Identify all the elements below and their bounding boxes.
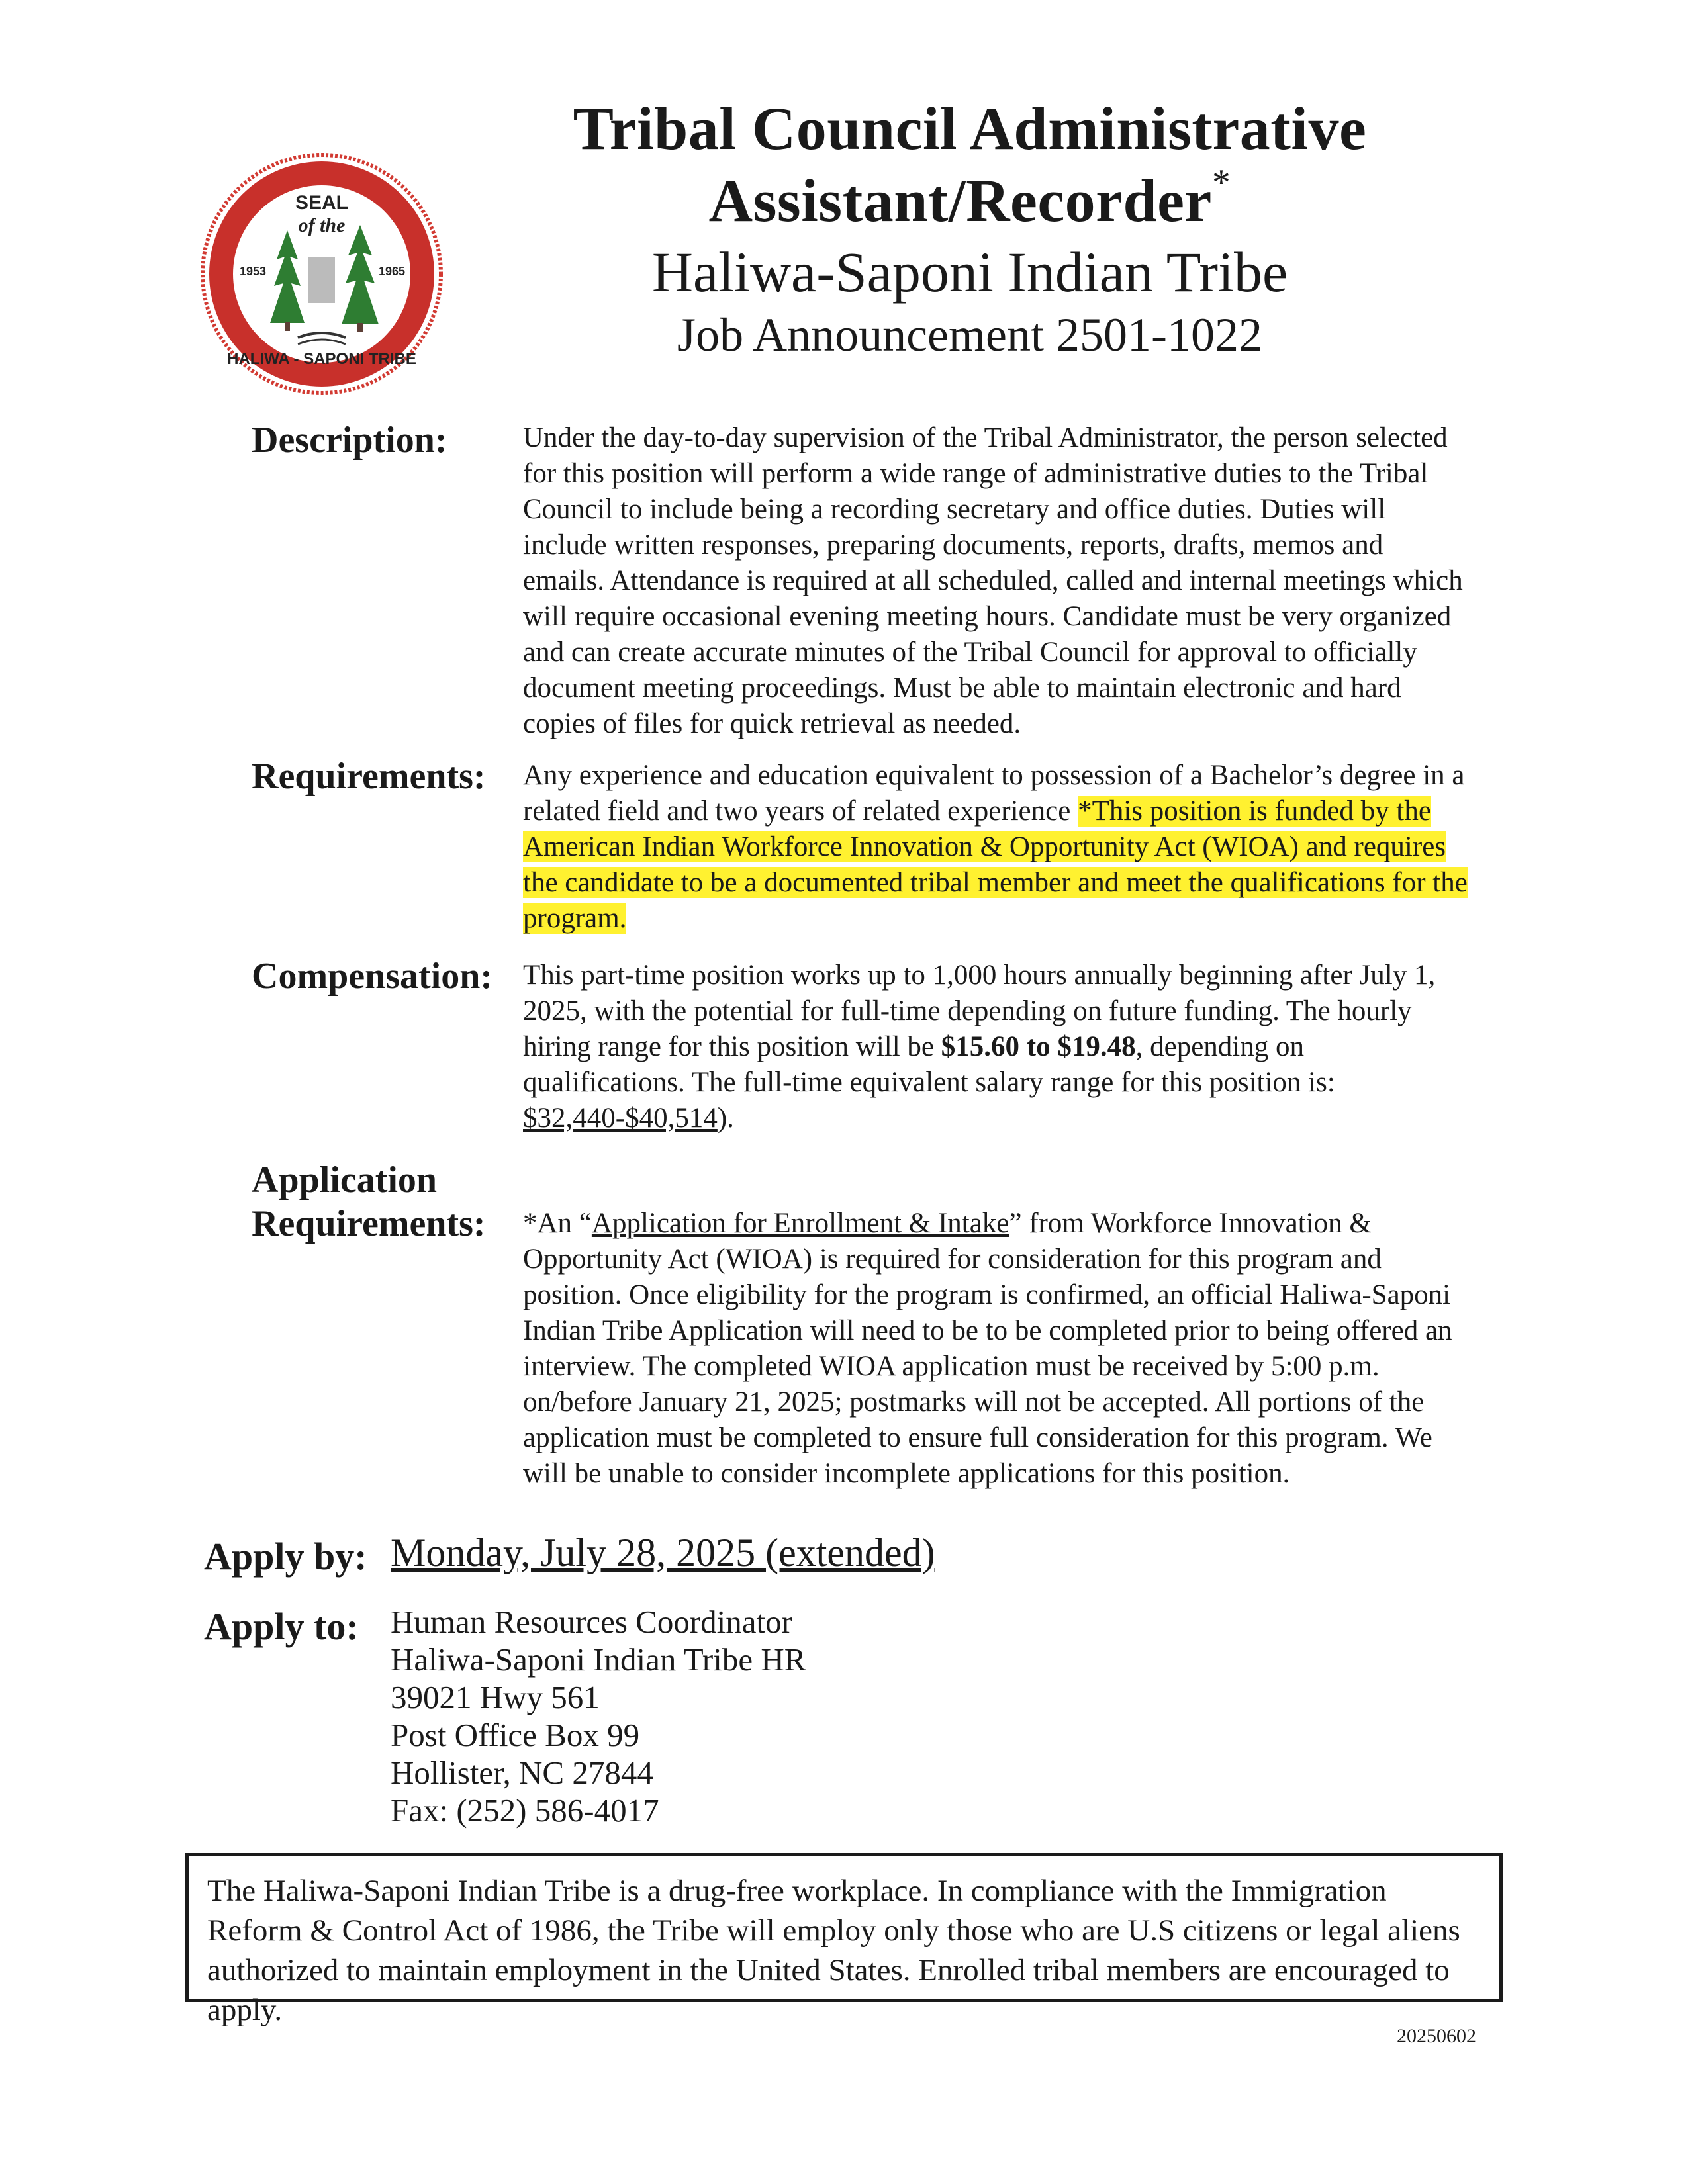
tribal-seal-logo (199, 151, 445, 397)
svg-text:of the: of the (298, 214, 346, 236)
apply-to-address (391, 1603, 806, 1829)
address-line: Human Resources Coordinator (391, 1604, 792, 1640)
address-line: Hollister, NC 27844 (391, 1754, 653, 1791)
title-asterisk: * (1211, 161, 1231, 203)
requirements-text: Any experience and education equivalent to possession of a Bachelor’s degree in a related field and two years of related experience *This position is funded by the American Indian Workforce Innovation & Opportunity Act (WIOA) and requires the candidate to be a documented tribal member and meet the qualifications for the program. (523, 760, 1468, 934)
compensation-text: This part-time position works up to 1,000 hours annually beginning after July 1, 2025, with the potential for full-time depending on future funding. The hourly hiring range for this position will be $15.60 to $19.48, depending on qualifications. The full-time equivalent salary range for this position is: $32,440-$40,514). (523, 960, 1436, 1134)
wioa-highlight: *This position is funded by the American Indian Workforce Innovation & Opportunity Act (WIOA) and requires the candidate to be a documented tribal member and meet the qualifications for the program. (523, 796, 1468, 934)
description-text: Under the day-to-day supervision of the Tribal Administrator, the person selected for this position will perform a wide range of administrative duties to the Tribal Council to include being a recording secretary and office duties. Duties will include written responses, preparing documents, reports, drafts, memos and emails. Attendance is required at all scheduled, called and internal meetings which will require occasional evening meeting hours. Candidate must be very organized and can create accurate minutes of the Tribal Council for approval to officially document meeting proceedings. Must be able to maintain electronic and hard copies of files for quick retrieval as needed. (523, 422, 1463, 739)
description-label: Description: (252, 420, 447, 461)
application-form-name: Application for Enrollment & Intake (591, 1208, 1009, 1239)
hourly-range: $15.60 to $19.48 (941, 1031, 1136, 1062)
address-line: Haliwa-Saponi Indian Tribe HR (391, 1641, 806, 1678)
svg-text:HALIWA - SAPONI TRIBE: HALIWA - SAPONI TRIBE (227, 350, 416, 368)
organization-name: Haliwa-Saponi Indian Tribe (651, 240, 1288, 304)
apply-by-date: Monday, July 28, 2025 (extended) (391, 1531, 935, 1574)
svg-text:1953: 1953 (239, 265, 267, 278)
requirements-section (252, 756, 1496, 942)
compensation-section (252, 956, 1496, 1148)
requirements-label: Requirements: (252, 756, 486, 797)
equal-employment-notice: The Haliwa-Saponi Indian Tribe is a drug-free workplace. In compliance with the Immigration Reform & Control Act of 1986, the Tribe will employ only those who are U.S citizens or legal aliens authorized to maintain employment in the United States. Enrolled tribal members are encouraged to apply. (185, 1853, 1503, 2002)
svg-text:SEAL: SEAL (295, 192, 349, 214)
svg-text:1965: 1965 (378, 265, 406, 278)
apply-by-label: Apply by: (204, 1535, 367, 1578)
application-requirements-label: Application Requirements: (252, 1160, 486, 1244)
apply-to-label: Apply to: (204, 1605, 359, 1648)
salary-range: $32,440-$40,514 (523, 1103, 718, 1134)
description-section (252, 420, 1496, 738)
page-title-line2: Assistant/Recorder* (708, 161, 1231, 234)
application-requirements-section (252, 1158, 1496, 1516)
page-title-line1: Tribal Council Administrative (573, 95, 1367, 162)
document-code: 20250602 (1397, 2025, 1476, 2047)
announcement-number: Job Announcement 2501-1022 (677, 308, 1262, 362)
title-block (463, 93, 1476, 364)
address-line: 39021 Hwy 561 (391, 1679, 600, 1715)
fax-line: Fax: (252) 586-4017 (391, 1792, 659, 1829)
application-requirements-text: *An “Application for Enrollment & Intake” from Workforce Innovation & Opportunity Act (WIOA) is required for consideration for this program and position. Once eligibility for the program is confirmed, an official Haliwa-Saponi Indian Tribe Application will need to be to be completed prior to being offered an interview. The completed WIOA application must be received by 5:00 p.m. on/before January 21, 2025; postmarks will not be accepted. All portions of the application must be completed to ensure full consideration for this program. We will be unable to consider incomplete applications for this position. (523, 1208, 1452, 1489)
address-line: Post Office Box 99 (391, 1717, 640, 1753)
compensation-label: Compensation: (252, 956, 493, 997)
